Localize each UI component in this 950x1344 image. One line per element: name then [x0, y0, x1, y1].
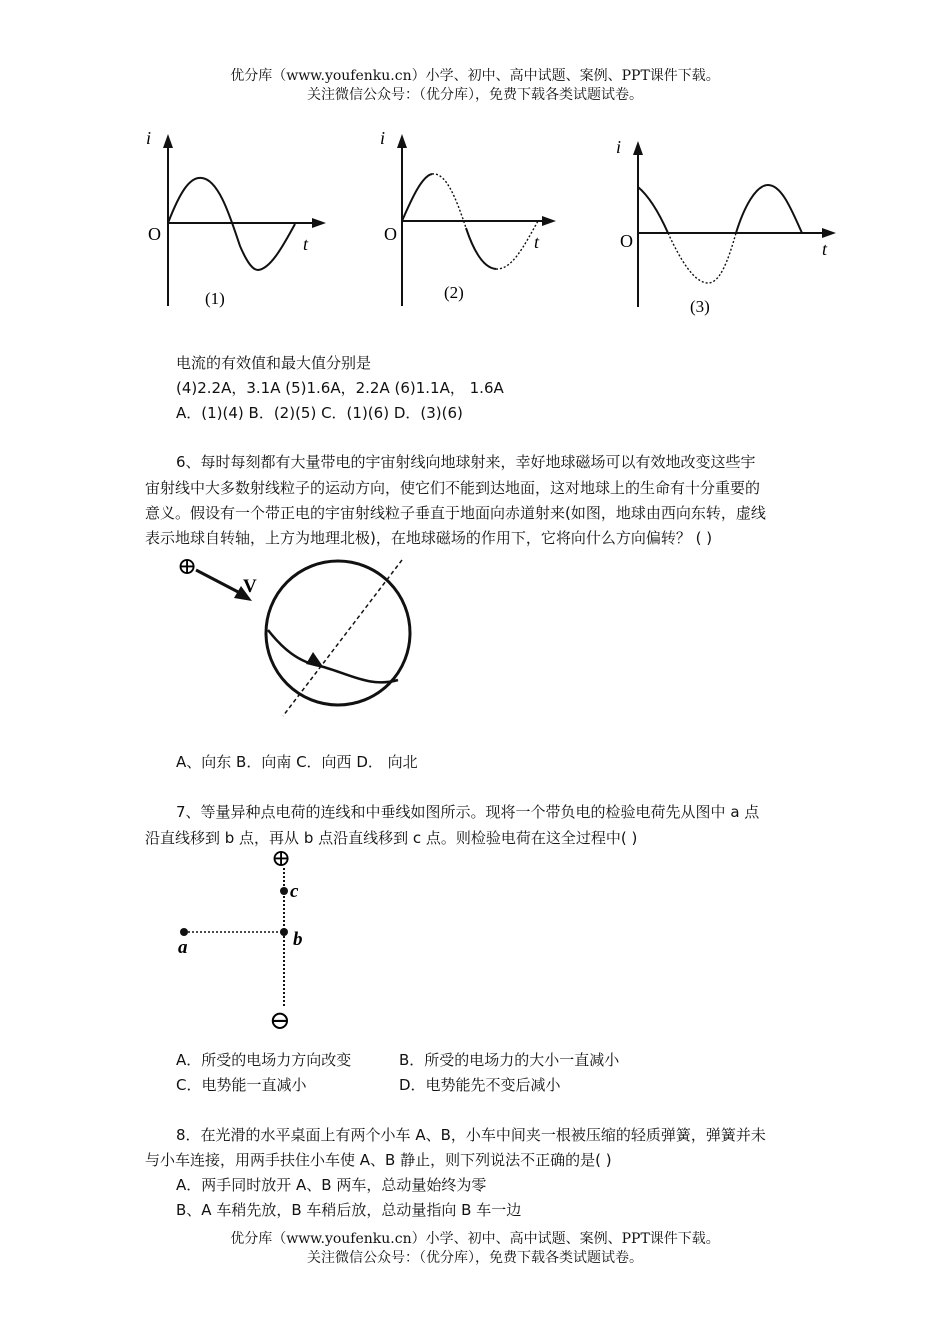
q8-line-1: 8．在光滑的水平桌面上有两个小车 A、B，小车中间夹一根被压缩的轻质弹簧，弹簧并未: [176, 1126, 766, 1144]
axis-t-label: t: [534, 232, 540, 252]
q6-line-4: 表示地球自转轴，上方为地理北极)，在地球磁场的作用下，它将向什么方向偏转？ ( ): [145, 529, 713, 547]
dipole-field-figure: [170, 846, 330, 1036]
axis-i-label: i: [616, 137, 622, 157]
current-graph-2: [380, 128, 580, 318]
axis-i-label: i: [380, 128, 386, 148]
current-graph-1: [140, 128, 340, 318]
q7-option-d: D．电势能先不变后减小: [399, 1076, 561, 1094]
q7-option-a: A．所受的电场力方向改变: [176, 1051, 352, 1069]
point-c-label: c: [290, 881, 299, 902]
point-b-label: b: [293, 929, 303, 950]
earth-cosmic-ray-figure: [170, 548, 420, 723]
axis-t-label: t: [303, 234, 309, 254]
graph-caption-1: (1): [205, 289, 225, 308]
velocity-label: V: [243, 576, 257, 597]
header-line-2: 关注微信公众号：（优分库），免费下载各类试题试卷。: [307, 87, 643, 103]
footer-line-1: 优分库（www.youfenku.cn）小学、初中、高中试题、案例、PPT课件下载。: [230, 1231, 720, 1247]
q6-line-3: 意义。假设有一个带正电的宇宙射线粒子垂直于地面向赤道射来(如图，地球由西向东转，虚线: [145, 504, 766, 522]
positive-charge-symbol: ⊕: [271, 846, 292, 872]
graph-caption-2: (2): [444, 283, 464, 302]
origin-label: O: [148, 224, 161, 244]
graph-caption-3: (3): [690, 297, 710, 316]
q6-line-2: 宙射线中大多数射线粒子的运动方向，使它们不能到达地面，这对地球上的生命有十分重要的: [145, 479, 761, 497]
q6-options: A、向东 B．向南 C．向西 D． 向北: [176, 753, 418, 771]
negative-charge-symbol: ⊖: [269, 1006, 291, 1035]
axis-i-label: i: [146, 128, 152, 148]
q5-options: A．(1)(4) B．(2)(5) C．(1)(6) D．(3)(6): [176, 404, 463, 422]
q8-line-2: 与小车连接，用两手扶住小车使 A、B 静止，则下列说法不正确的是( ): [145, 1151, 612, 1169]
q5-stem: 电流的有效值和最大值分别是: [176, 354, 372, 372]
axis-t-label: t: [822, 239, 828, 259]
q7-option-b: B．所受的电场力的大小一直减小: [399, 1051, 620, 1069]
footer-line-2: 关注微信公众号：（优分库），免费下载各类试题试卷。: [307, 1250, 643, 1266]
q6-line-1: 6、每时每刻都有大量带电的宇宙射线向地球射来，幸好地球磁场可以有效地改变这些宇: [176, 453, 756, 471]
q7-line-2: 沿直线移到 b 点，再从 b 点沿直线移到 c 点。则检验电荷在这全过程中( ): [145, 829, 638, 847]
point-a-label: a: [178, 937, 188, 958]
current-graph-3: [610, 135, 850, 325]
q8-option-b: B、A 车稍先放，B 车稍后放，总动量指向 B 车一边: [176, 1201, 522, 1219]
q7-line-1: 7、等量异种点电荷的连线和中垂线如图所示。现将一个带负电的检验电荷先从图中 a 点: [176, 803, 760, 821]
positive-charge-symbol: ⊕: [177, 554, 198, 580]
header-line-1: 优分库（www.youfenku.cn）小学、初中、高中试题、案例、PPT课件下载。: [230, 68, 720, 84]
origin-label: O: [384, 224, 397, 244]
q7-option-c: C．电势能一直减小: [176, 1076, 307, 1094]
q5-values: (4)2.2A，3.1A (5)1.6A，2.2A (6)1.1A， 1.6A: [176, 379, 504, 397]
origin-label: O: [620, 231, 633, 251]
q8-option-a: A．两手同时放开 A、B 两车，总动量始终为零: [176, 1176, 487, 1194]
